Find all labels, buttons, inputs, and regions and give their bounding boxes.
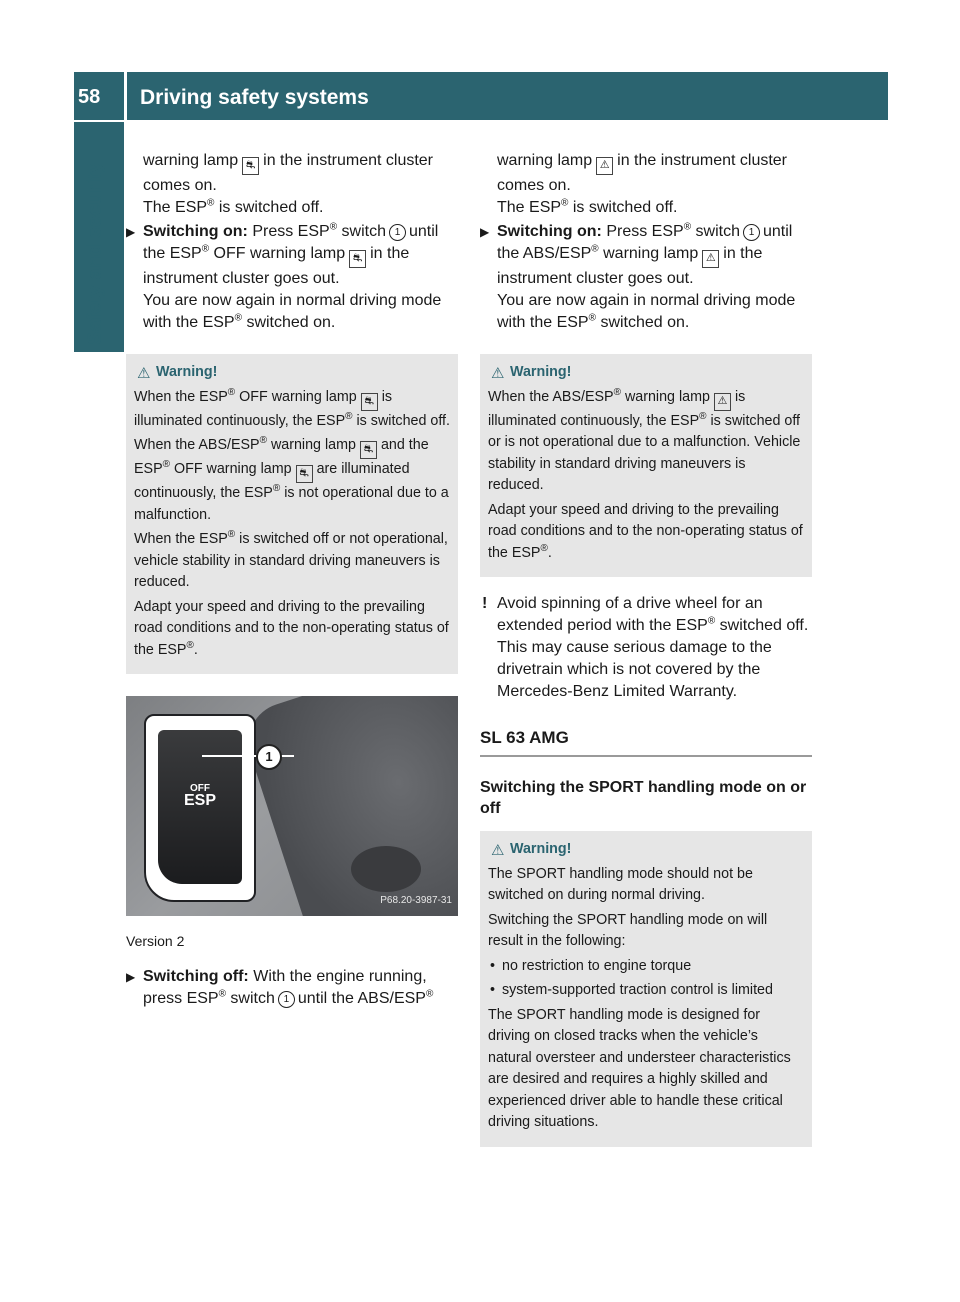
damage-note: ! Avoid spinning of a drive wheel for an extended period with the ESP® switched off. This may cause serious damage to the drivetrain which is not covered by the Mercedes-Benz Limited Warranty. (482, 595, 809, 700)
list-item: • no restriction to engine torque (490, 957, 692, 974)
esp-switch-photo (126, 696, 458, 916)
left-step-switch-off: ▶ Switching off: With the engine running, press ESP® switch 1 until the ABS/ESP® (126, 968, 434, 1007)
photo-caption: Version 2 (126, 933, 185, 949)
right-intro: warning lamp ⚠ in the instrument cluster comes on. The ESP® is switched off. (497, 152, 788, 216)
esp-off-lamp-icon: ⛐ (349, 250, 366, 268)
callout-1-icon: 1 (743, 224, 760, 241)
esp-off-lamp-icon: ⛐ (242, 157, 259, 175)
page-number: 58 (78, 86, 101, 108)
right-step-switch-on: ▶ Switching on: Press ESP® switch 1 until the ABS/ESP® warning lamp ⚠ in the instrument cluster goes out. You are now again in normal driving mode with the ESP® switched on. (480, 221, 796, 331)
model-heading: SL 63 AMG (480, 727, 812, 757)
right-warning-box: ⚠ Warning! When the ABS/ESP® warning lamp ⚠ is illuminated continuously, the ESP® is switched off or is not operational due to a malfunction. Vehicle stability in standard driving maneuvers is reduced. Adapt your speed and driving to the prevailing road conditions and to the non-operating status of the ESP®. (480, 354, 812, 577)
left-intro: warning lamp ⛐ in the instrument cluster comes on. The ESP® is switched off. (143, 152, 434, 216)
callout-1-icon: 1 (278, 991, 295, 1008)
esp-button-detail (144, 714, 256, 902)
right-column (480, 150, 812, 1147)
photo-id: P68.20-3987-31 (380, 895, 452, 906)
warning-triangle-icon: ⚠ (137, 365, 151, 382)
side-tab-label: Safety and security (84, 161, 106, 345)
step-arrow-icon: ▶ (126, 970, 136, 984)
list-item: • system-supported traction control is limited (490, 982, 773, 998)
exclamation-icon: ! (482, 595, 488, 612)
callout-1-icon: 1 (389, 224, 406, 241)
sport-warning-box: ⚠ Warning! The SPORT handling mode should not be switched on during normal driving. Switching the SPORT handling mode on will result in the following: • no restriction to engine torque • system-supported traction control is limited The SPORT handling mode is designed for driving on closed tracks when the vehicle’s natural oversteer and understeer characteristics are desired and requires a highly skilled and experienced driver able to handle these critical driving situations. (480, 831, 812, 1147)
abs-lamp-icon: ⛐ (360, 441, 377, 459)
warning-triangle-icon: ⚠ (491, 365, 505, 382)
warning-triangle-icon: ⚠ (491, 842, 505, 859)
esp-off-lamp-icon: ⛐ (296, 465, 313, 483)
center-console (238, 696, 458, 916)
step-arrow-icon: ▶ (480, 225, 490, 239)
left-column (126, 150, 458, 1012)
controller-knob (351, 846, 421, 892)
section-title: Driving safety systems (140, 86, 369, 109)
abs-lamp-icon: ⚠ (714, 393, 731, 411)
esp-button-off-label: OFF (190, 783, 210, 794)
left-step-switch-on: ▶ Switching on: Press ESP® switch 1 until the ESP® OFF warning lamp ⛐ in the instrument cluster goes out. You are now again in normal driving mode with the ESP® switched on. (126, 221, 442, 331)
step-arrow-icon: ▶ (126, 225, 136, 239)
sport-mode-heading: Switching the SPORT handling mode on or off (480, 779, 807, 817)
esp-button-esp-label: ESP (183, 792, 216, 809)
header-divider (124, 72, 127, 120)
abs-lamp-icon: ⚠ (596, 157, 613, 175)
callout-1: 1 (256, 744, 282, 770)
left-warning-box: ⚠ Warning! When the ESP® OFF warning lamp ⛐ is illuminated continuously, the ESP® is switched off. When the ABS/ESP® warning lamp ⛐ and the ESP® OFF warning lamp ⛐ are illuminated continuously, the ESP® is not operational due to a malfunction. When the ESP® is switched off or not operational, vehicle stability in standard driving maneuvers is reduced. Adapt your speed and driving to the prevailing road conditions and to the non-operating status of the ESP®. (126, 354, 458, 674)
abs-lamp-icon: ⚠ (702, 250, 719, 268)
esp-off-lamp-icon: ⛐ (361, 393, 378, 411)
